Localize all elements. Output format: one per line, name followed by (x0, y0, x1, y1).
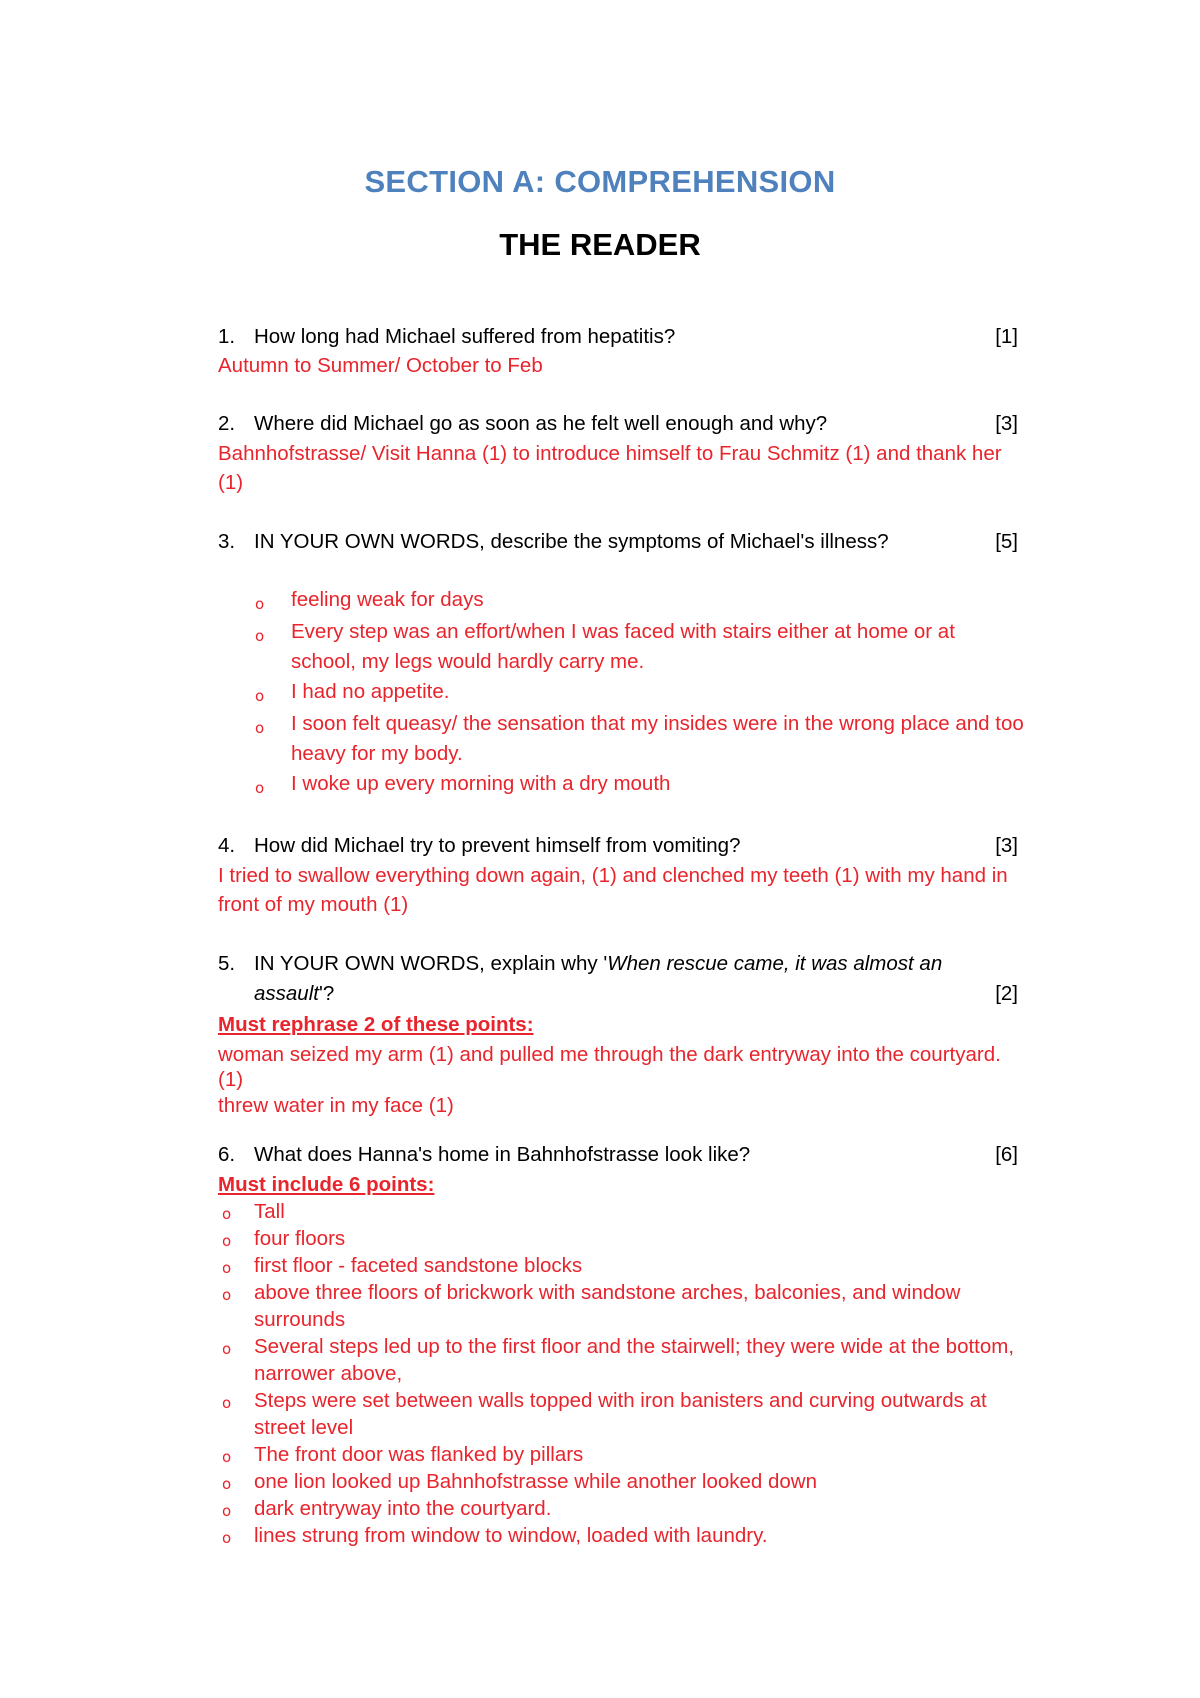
document-title: THE READER (499, 227, 701, 262)
list-item: o four floors (218, 1225, 1028, 1252)
bullet-icon: o (222, 1340, 232, 1358)
answer-6-instruction: Must include 6 points: (218, 1173, 435, 1196)
list-item: o lines strung from window to window, loaded with laundry. (218, 1522, 1028, 1549)
question-marks: [3] (995, 412, 1018, 435)
question-number: 3. (218, 530, 236, 553)
bullet-icon: o (255, 687, 265, 705)
list-item: o Several steps led up to the first floor and the stairwell; they were wide at the bottom, narrower above, (222, 1335, 1015, 1385)
bullet-icon: o (222, 1529, 232, 1547)
question-marks: [1] (995, 325, 1018, 348)
list-item: o I soon felt queasy/ the sensation that my insides were in the wrong place and too heavy for my body. (255, 712, 1024, 765)
question-3 (218, 527, 1018, 557)
answer-6-list (218, 1198, 1028, 1549)
answer-3-list (254, 585, 1024, 799)
bullet-icon: o (222, 1448, 232, 1466)
bullet-icon: o (222, 1232, 232, 1250)
list-item: o Steps were set between walls topped with iron banisters and curving outwards at street level (222, 1389, 987, 1439)
list-item: o above three floors of brickwork with sandstone arches, balconies, and window surrounds (222, 1281, 961, 1331)
section-heading: SECTION A: COMPREHENSION (364, 164, 836, 199)
bullet-icon: o (255, 595, 265, 613)
answer-line: threw water in my face (1) (218, 1093, 454, 1117)
question-number: 6. (218, 1143, 236, 1166)
question-number: 4. (218, 834, 236, 857)
bullet-icon: o (222, 1259, 232, 1277)
bullet-icon: o (222, 1475, 232, 1493)
question-text: How long had Michael suffered from hepatitis? (254, 325, 676, 348)
answer-line: woman seized my arm (1) and pulled me through the dark entryway into the courtyard. (1) (218, 1042, 1001, 1091)
question-marks: [6] (995, 1143, 1018, 1166)
bullet-icon: o (222, 1394, 232, 1412)
answer-2: Bahnhofstrasse/ Visit Hanna (1) to introduce himself to Frau Schmitz (1) and thank her (1) (218, 442, 1002, 494)
list-item: o one lion looked up Bahnhofstrasse while another looked down (218, 1468, 1028, 1495)
question-number: 2. (218, 412, 236, 435)
list-item: o I woke up every morning with a dry mouth (254, 769, 1024, 799)
list-item: o Every step was an effort/when I was faced with stairs either at home or at school, my legs would hardly carry me. (255, 620, 955, 673)
answer-5 (218, 1012, 1008, 1118)
quoted-phrase: When rescue came, it was almost an assault (254, 952, 943, 1005)
question-1 (218, 322, 1018, 352)
answer-1: Autumn to Summer/ October to Feb (218, 354, 543, 377)
question-text: IN YOUR OWN WORDS, describe the symptoms of Michael's illness? (254, 530, 889, 553)
question-marks: [3] (995, 834, 1018, 857)
question-text: What does Hanna's home in Bahnhofstrasse look like? (254, 1143, 751, 1166)
question-marks: [5] (995, 530, 1018, 553)
bullet-icon: o (222, 1205, 232, 1223)
list-item: o The front door was flanked by pillars (218, 1441, 1028, 1468)
list-item: o I had no appetite. (254, 677, 1024, 707)
list-item: o dark entryway into the courtyard. (218, 1495, 1028, 1522)
question-4 (218, 831, 1018, 861)
question-marks: [2] (995, 982, 1018, 1005)
bullet-icon: o (255, 779, 265, 797)
question-2 (218, 409, 1018, 439)
list-item: o Tall (218, 1198, 1028, 1225)
question-5 (218, 949, 1018, 1009)
question-number: 5. (218, 952, 236, 975)
question-text: How did Michael try to prevent himself from vomiting? (254, 834, 741, 857)
list-item: o feeling weak for days (254, 585, 1024, 615)
bullet-icon: o (255, 627, 265, 645)
list-item: o first floor - faceted sandstone blocks (218, 1252, 1028, 1279)
answer-4: I tried to swallow everything down again, (1) and clenched my teeth (1) with my hand in front of my mouth (1) (218, 864, 1008, 916)
bullet-icon: o (255, 719, 265, 737)
question-number: 1. (218, 325, 236, 348)
question-6 (218, 1140, 1018, 1170)
bullet-icon: o (222, 1286, 232, 1304)
question-text: Where did Michael go as soon as he felt well enough and why? (254, 412, 828, 435)
question-text: IN YOUR OWN WORDS, explain why 'When rescue came, it was almost an assault'? (254, 952, 943, 1005)
bullet-icon: o (222, 1502, 232, 1520)
answer-instruction: Must rephrase 2 of these points: (218, 1013, 534, 1036)
